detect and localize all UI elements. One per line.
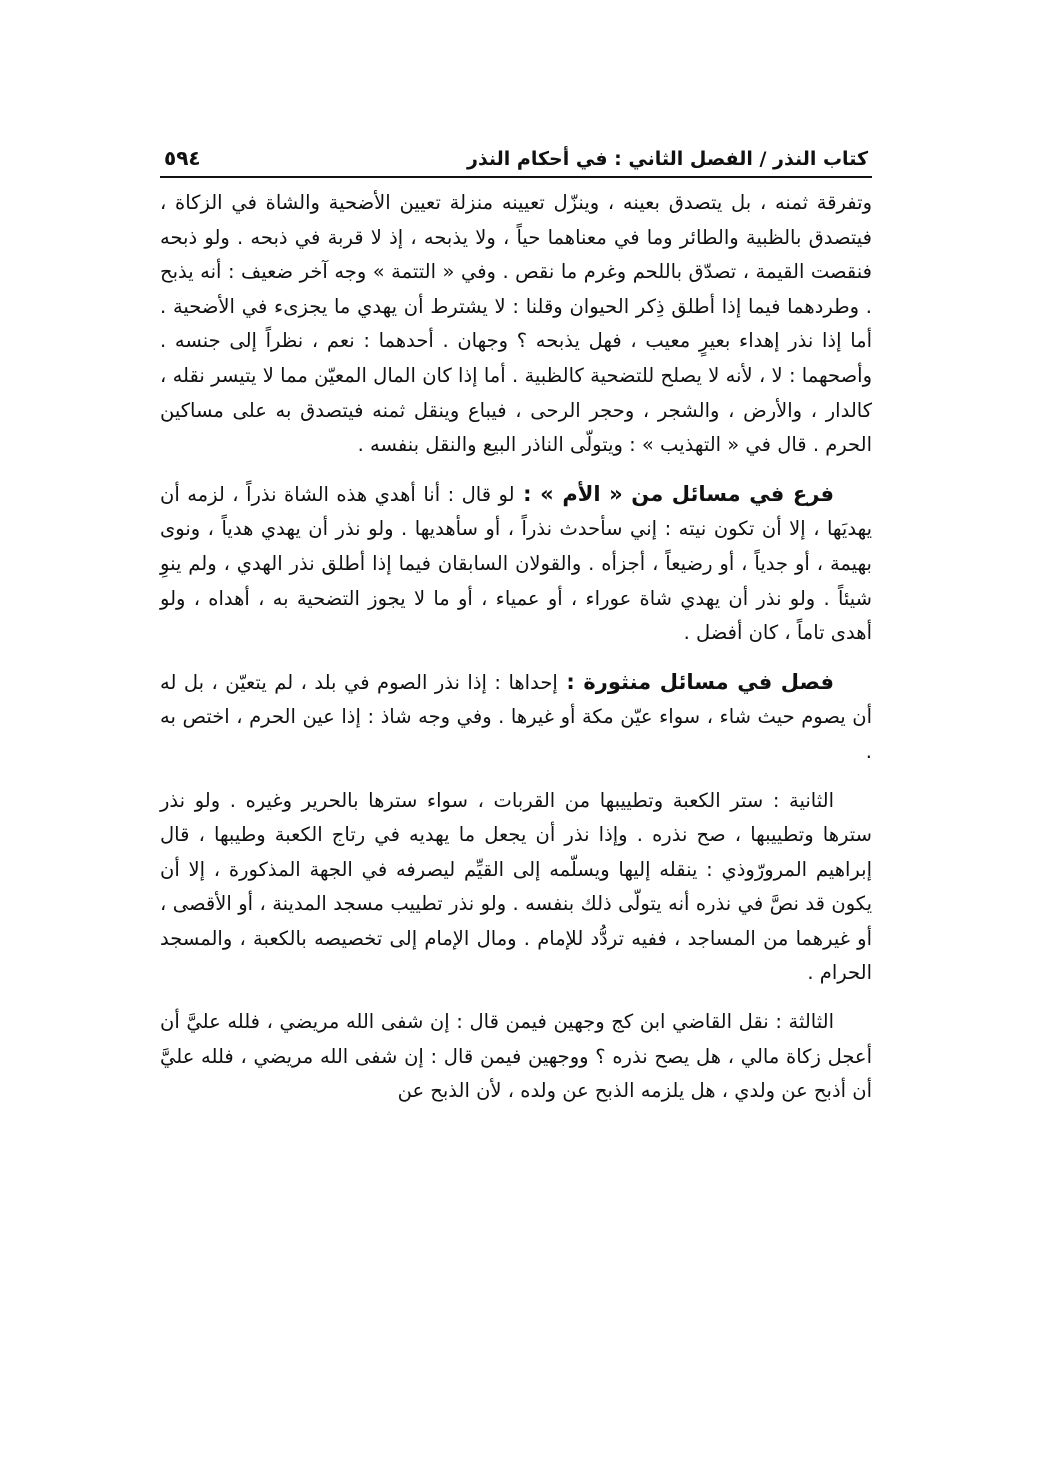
paragraph-text: الثالثة : نقل القاضي ابن كج وجهين فيمن قال : إن شفى الله مريضي ، فلله عليَّ أن أعجل زكاة مالي ، هل يصح نذره ؟ ووجهين فيمن قال : إن شفى الله مريضي ، فلله عليَّ أن أذبح عن ولدي ، هل يلزمه الذبح عن ولده ، لأن الذبح عن bbox=[160, 1010, 872, 1103]
section-heading: فرع في مسائل من « الأم » : bbox=[514, 481, 835, 506]
paragraph bbox=[160, 1005, 872, 1109]
paragraph-text: الثانية : ستر الكعبة وتطييبها من القربات ، سواء سترها بالحرير وغيره . ولو نذر سترها وتطييبها ، صح نذره . وإذا نذر أن يجعل ما يهديه في رتاج الكعبة وطيبها ، قال إبراهيم المرورّوذي : ينقله إليها ويسلّمه إلى القيِّم ليصرفه في الجهة المذكورة ، إلا أن يكون قد نصَّ في نذره أنه يتولّى ذلك بنفسه . ولو نذر تطييب مسجد المدينة ، أو الأقصى ، أو غيرهما من المساجد ، ففيه تردُّد للإمام . ومال الإمام إلى تخصيصه بالكعبة ، والمسجد الحرام . bbox=[160, 788, 872, 985]
header-title: كتاب النذر / الفصل الثاني : في أحكام النذر bbox=[467, 148, 868, 170]
paragraph bbox=[160, 477, 872, 651]
paragraph bbox=[160, 186, 872, 463]
page-number: ٥٩٤ bbox=[164, 146, 201, 170]
paragraph-text: إحداها : إذا نذر الصوم في بلد ، لم يتعيّن ، بل له أن يصوم حيث شاء ، سواء عيّن مكة أو غيرها . وفي وجه شاذ : إذا عين الحرم ، اختص به . bbox=[160, 670, 872, 763]
document-body bbox=[160, 186, 872, 1109]
paragraph-text: لو قال : أنا أهدي هذه الشاة نذراً ، لزمه أن يهديَها ، إلا أن تكون نيته : إني سأحدث نذراً ، أو سأهديها . ولو نذر أن يهدي هدياً ، ونوى بهيمة ، أو جدياً ، أو رضيعاً ، أجزأه . والقولان السابقان فيما إذا أطلق نذر الهدي ، ولم ينوِ شيئاً . ولو نذر أن يهدي شاة عوراء ، أو عمياء ، أو ما لا يجوز التضحية به ، أهداه ، ولو أهدى تاماً ، كان أفضل . bbox=[160, 482, 872, 645]
running-header bbox=[160, 128, 872, 176]
paragraph bbox=[160, 784, 872, 992]
paragraph-text: وتفرقة ثمنه ، بل يتصدق بعينه ، وينزّل تعيينه منزلة تعيين الأضحية والشاة في الزكاة ، فيتصدق بالظبية والطائر وما في معناهما حياً ، ولا يذبحه ، إذ لا قربة في ذبحه . ولو ذبحه فنقصت القيمة ، تصدّق باللحم وغرم ما نقص . وفي « التتمة » وجه آخر ضعيف : أنه يذبح . وطردهما فيما إذا أطلق ذِكر الحيوان وقلنا : لا يشترط أن يهدي ما يجزىء في الأضحية . أما إذا نذر إهداء بعيرٍ معيب ، فهل يذبحه ؟ وجهان . أحدهما : نعم ، نظراً إلى جنسه . وأصحهما : لا ، لأنه لا يصلح للتضحية كالظبية . أما إذا كان المال المعيّن مما لا يتيسر نقله ، كالدار ، والأرض ، والشجر ، وحجر الرحى ، فيباع وينقل ثمنه فيتصدق به على مساكين الحرم . قال في « التهذيب » : ويتولّى الناذر البيع والنقل بنفسه . bbox=[160, 191, 872, 457]
document-page bbox=[160, 128, 872, 1123]
paragraph bbox=[160, 665, 872, 770]
header-divider bbox=[160, 176, 872, 178]
section-heading: فصل في مسائل منثورة : bbox=[557, 669, 834, 694]
